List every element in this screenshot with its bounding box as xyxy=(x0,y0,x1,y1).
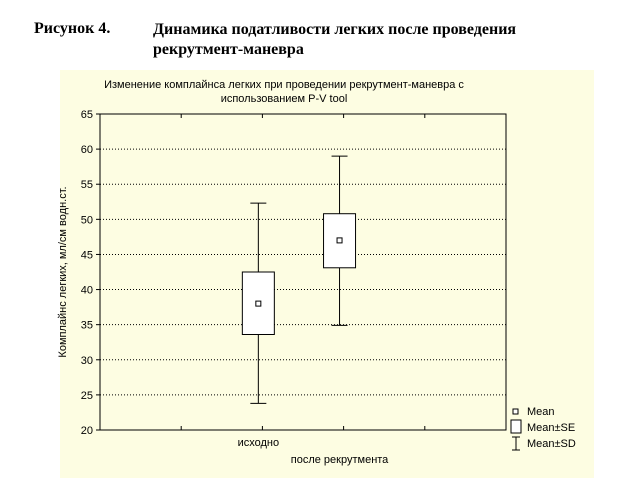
figure-caption-line-2: рекрутмент-маневра xyxy=(153,41,304,58)
legend-se-label: Mean±SE xyxy=(527,422,576,434)
y-tick-label: 45 xyxy=(80,249,93,262)
y-tick-label: 20 xyxy=(80,425,93,437)
y-tick-label: 50 xyxy=(80,214,93,227)
y-tick-label: 35 xyxy=(80,319,93,332)
mean-marker xyxy=(337,238,342,243)
x-axis-labels xyxy=(238,437,390,466)
y-axis-label: Комплайнс легких, мл/см водн.ст. xyxy=(57,186,69,358)
y-tick-label: 25 xyxy=(80,389,93,402)
legend xyxy=(511,406,576,450)
legend-sd-label: Mean±SD xyxy=(527,438,576,450)
box-1 xyxy=(242,203,274,403)
boxes xyxy=(242,156,355,403)
y-tick-label: 40 xyxy=(80,284,93,297)
grid-lines xyxy=(100,149,506,395)
figure-caption-line-1: Динамика податливости легких после проведения xyxy=(153,21,517,38)
x-category-label: после рекрутмента xyxy=(290,454,389,466)
box-2 xyxy=(324,156,356,325)
y-tick-label: 60 xyxy=(80,144,93,157)
legend-mean-label: Mean xyxy=(527,406,555,418)
chart-title-line-1: Изменение комплайнса легких при проведении рекрутмент-маневра с xyxy=(104,79,464,91)
chart-title-line-2: использованием P-V tool xyxy=(220,93,348,105)
y-tick-label: 55 xyxy=(80,179,93,192)
legend-mean-symbol xyxy=(513,409,518,414)
plot-area-frame xyxy=(100,114,506,430)
y-tick-label: 30 xyxy=(80,354,93,367)
figure-label: Рисунок 4. xyxy=(34,20,111,37)
mean-marker xyxy=(256,301,261,306)
legend-se-symbol xyxy=(511,420,521,433)
x-category-label: исходно xyxy=(237,437,280,449)
y-tick-label: 65 xyxy=(80,109,93,121)
